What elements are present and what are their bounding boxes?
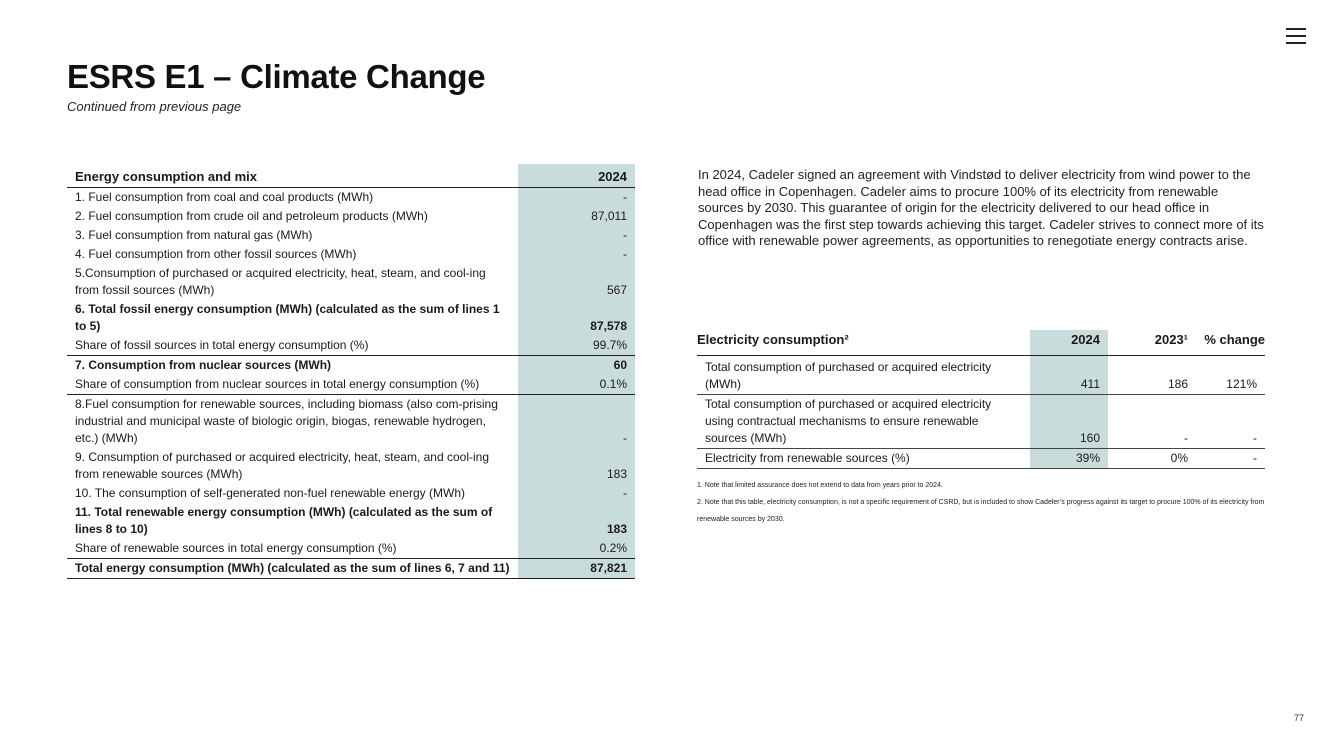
row-label: Total consumption of purchased or acquired electricity (MWh) xyxy=(705,360,992,391)
row-value: - xyxy=(518,226,635,245)
hamburger-menu-icon[interactable] xyxy=(1286,27,1306,45)
row-value: - xyxy=(518,395,635,449)
row-label: 3. Fuel consumption from natural gas (MWh) xyxy=(75,228,313,242)
row-value: 183 xyxy=(518,503,635,539)
row-value-2024: 411 xyxy=(1030,356,1108,395)
row-label: Electricity from renewable sources (%) xyxy=(705,451,910,465)
row-value: 87,821 xyxy=(518,559,635,579)
row-label: Total consumption of purchased or acquired electricity using contractual mechanisms to ensure renewable sources (MWh) xyxy=(705,397,992,445)
table-row-total-energy xyxy=(67,559,635,579)
row-value: 0.1% xyxy=(518,375,635,395)
page-number: 77 xyxy=(1294,713,1305,723)
table-row xyxy=(67,395,635,449)
row-value-change: 121% xyxy=(1226,377,1257,391)
row-value-2023: 186 xyxy=(1167,377,1188,391)
intro-paragraph: In 2024, Cadeler signed an agreement with Vindstød to deliver electricity from wind power to the head office in Copenhagen. Cadeler aims to procure 100% of its electricity from renewable sources by 2030. This guarantee of origin for the electricity delivered to our head office in Copenhagen was the first step towards achieving this target. Cadeler strives to connect more of its office with renewable power agreements, as opportunities to renegotiate energy contracts arise. xyxy=(698,167,1264,248)
column-header-2024: 2024 xyxy=(1030,330,1108,356)
table-row xyxy=(67,245,635,264)
row-label: 6. Total fossil energy consumption (MWh) (calculated as the sum of lines 1 to 5) xyxy=(75,302,500,333)
row-value: - xyxy=(518,245,635,264)
row-value-change: - xyxy=(1253,451,1257,465)
page-subtitle: Continued from previous page xyxy=(67,99,242,114)
energy-consumption-table xyxy=(67,164,635,579)
table-header-row xyxy=(67,164,635,188)
footnote-1: 1. Note that limited assurance does not extend to data from years prior to 2024. xyxy=(697,482,943,489)
row-label: Share of fossil sources in total energy consumption (%) xyxy=(75,338,369,352)
row-value: - xyxy=(518,484,635,503)
column-header-2023: 2023¹ xyxy=(1154,332,1188,347)
table-row xyxy=(67,264,635,300)
row-value: - xyxy=(518,188,635,208)
row-label: Share of consumption from nuclear sources in total energy consumption (%) xyxy=(75,377,480,391)
table-row xyxy=(67,448,635,484)
row-value: 567 xyxy=(518,264,635,300)
page-title: ESRS E1 – Climate Change xyxy=(67,58,486,95)
row-label: 5.Consumption of purchased or acquired electricity, heat, steam, and cool-ing from fossil sources (MWh) xyxy=(75,266,486,297)
row-label: Total energy consumption (MWh) (calculated as the sum of lines 6, 7 and 11) xyxy=(75,561,510,575)
energy-table-label-header: Energy consumption and mix xyxy=(75,169,258,184)
table-row xyxy=(67,226,635,245)
table-row xyxy=(67,539,635,559)
row-value: 87,011 xyxy=(518,207,635,226)
row-value: 99.7% xyxy=(518,336,635,356)
row-label: 1. Fuel consumption from coal and coal products (MWh) xyxy=(75,190,374,204)
row-label: 11. Total renewable energy consumption (MWh) (calculated as the sum of lines 8 to 10) xyxy=(75,505,493,536)
table-row-nuclear xyxy=(67,356,635,376)
row-value-2024: 39% xyxy=(1030,449,1108,469)
row-value-change: - xyxy=(1253,431,1257,445)
table-row xyxy=(67,188,635,208)
row-value: 60 xyxy=(518,356,635,376)
row-value-2023: - xyxy=(1184,431,1188,445)
row-value: 87,578 xyxy=(518,300,635,336)
row-label: 9. Consumption of purchased or acquired electricity, heat, steam, and cool-ing from renewable sources (MWh) xyxy=(75,450,489,481)
row-label: 4. Fuel consumption from other fossil sources (MWh) xyxy=(75,247,357,261)
table-row xyxy=(67,375,635,395)
row-label: Share of renewable sources in total energy consumption (%) xyxy=(75,541,397,555)
row-label: 7. Consumption from nuclear sources (MWh) xyxy=(75,358,332,372)
electricity-consumption-table xyxy=(697,330,1265,469)
row-value: 0.2% xyxy=(518,539,635,559)
row-value-2024: 160 xyxy=(1030,395,1108,449)
footnotes xyxy=(697,477,1267,528)
row-label: 10. The consumption of self-generated non-fuel renewable energy (MWh) xyxy=(75,486,465,500)
table-row-total-renewable xyxy=(67,503,635,539)
row-label: 2. Fuel consumption from crude oil and petroleum products (MWh) xyxy=(75,209,428,223)
energy-table-year-header: 2024 xyxy=(518,164,635,188)
row-value: 183 xyxy=(518,448,635,484)
electricity-table-label-header: Electricity consumption² xyxy=(697,332,849,347)
table-row xyxy=(697,356,1265,395)
table-row xyxy=(697,395,1265,449)
table-row-total-fossil xyxy=(67,300,635,336)
table-row xyxy=(697,449,1265,469)
footnote-2: 2. Note that this table, electricity consumption, is not a specific requirement of CSRD, but is included to show Cadeler’s progress against its target to procure 100% of its electricity from renewable sources by 2030. xyxy=(697,499,1265,523)
column-header-change: % change xyxy=(1204,332,1265,347)
table-header-row xyxy=(697,330,1265,356)
table-row xyxy=(67,207,635,226)
table-row xyxy=(67,336,635,356)
table-row xyxy=(67,484,635,503)
row-value-2023: 0% xyxy=(1170,451,1188,465)
row-label: 8.Fuel consumption for renewable sources, including biomass (also com-prising industrial and municipal waste of biologic origin, biogas, renewable hydrogen, etc.) (MWh) xyxy=(75,397,498,445)
